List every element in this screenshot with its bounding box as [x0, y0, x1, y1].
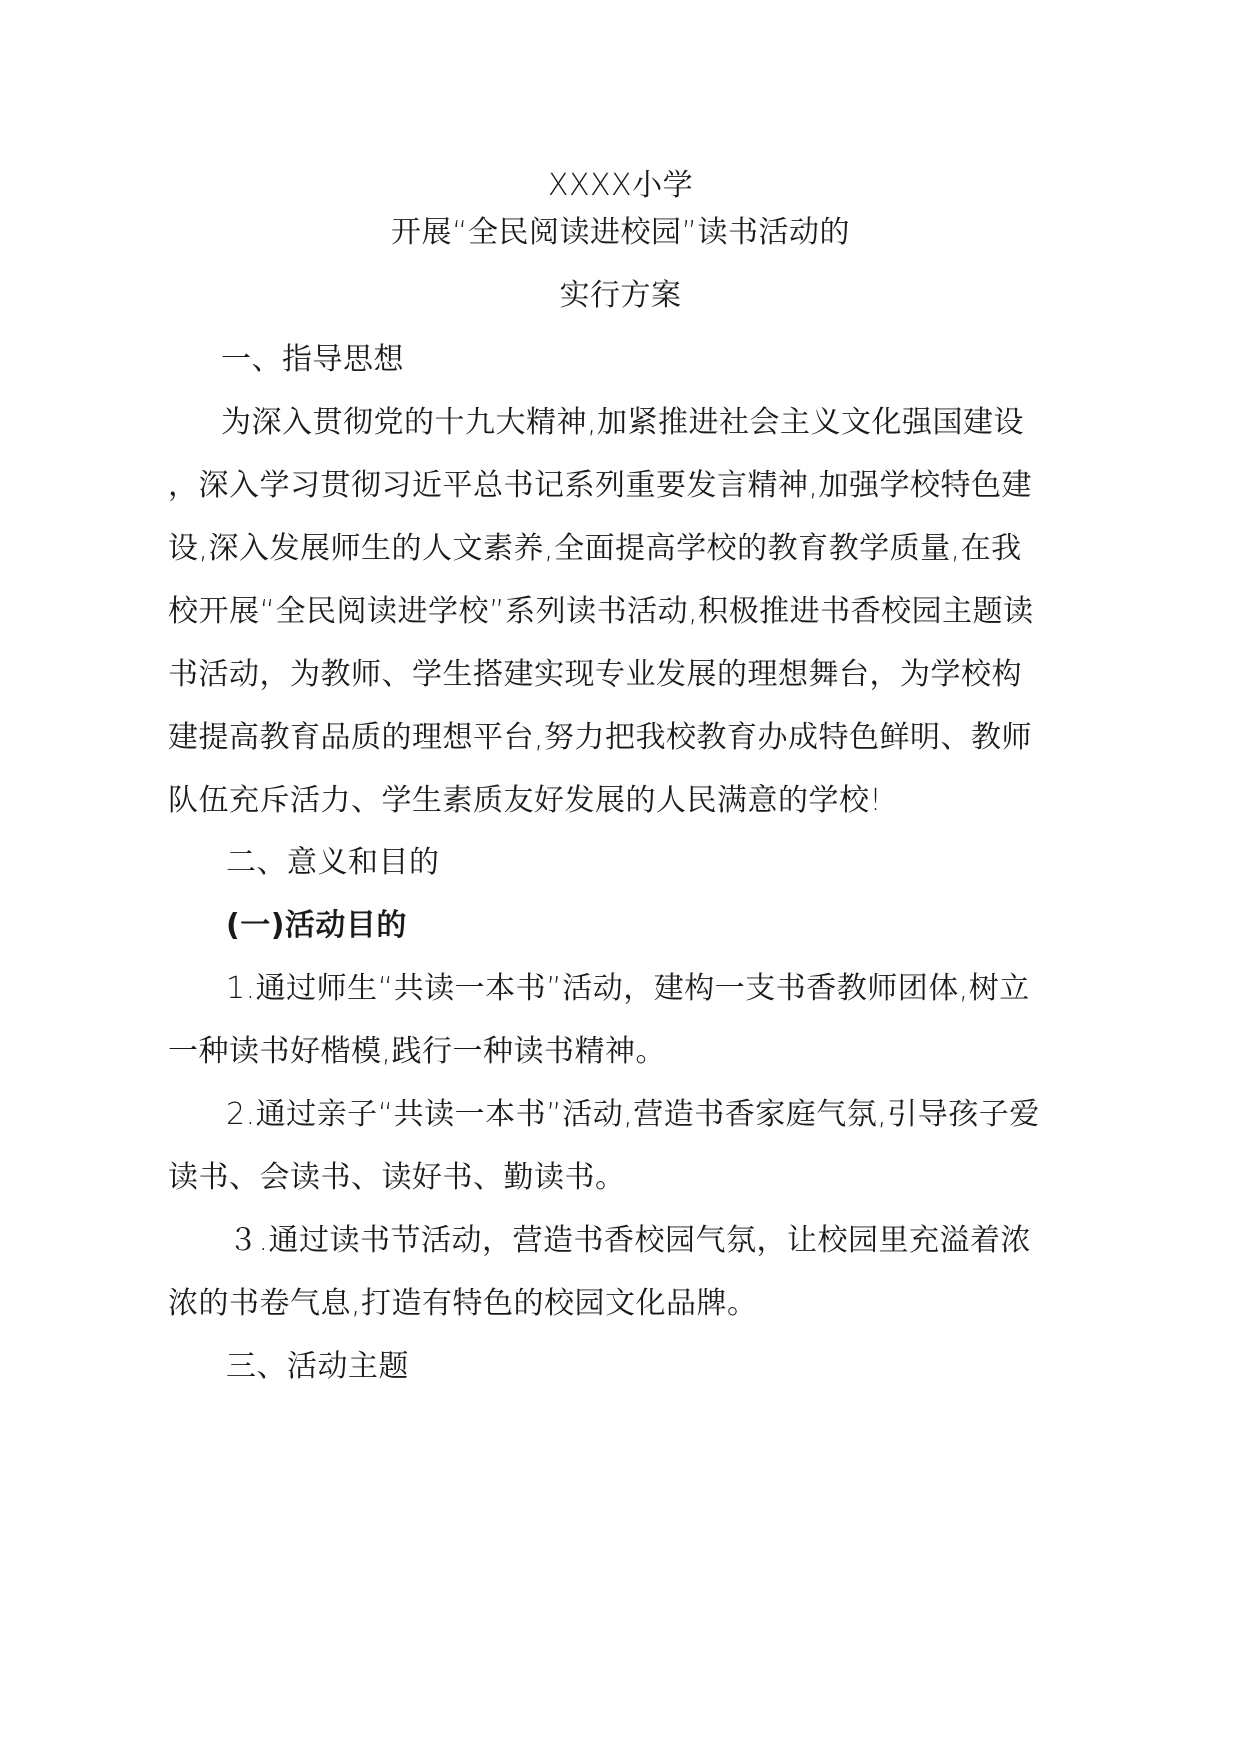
paragraph-line: 为深入贯彻党的十九大精神,加紧推进社会主义文化强国建设: [221, 405, 1025, 440]
paragraph-line: 校开展“全民阅读进学校”系列读书活动,积极推进书香校园主题读: [168, 594, 1034, 629]
paragraph-line: ，深入学习贯彻习近平总书记系列重要发言精神,加强学校特色建: [168, 468, 1033, 503]
title-plan: 实行方案: [559, 278, 682, 313]
list-item-line: 读书、会读书、读好书、勤读书。: [168, 1160, 626, 1195]
list-item-line: 1.通过师生“共读一本书”活动，建构一支书香教师团体,树立: [226, 971, 1030, 1006]
paragraph-line: 队伍充斥活力、学生素质友好发展的人民满意的学校!: [168, 783, 883, 818]
list-item-line: 2.通过亲子“共读一本书”活动,营造书香家庭气氛,引导孩子爱: [226, 1097, 1040, 1132]
title-school: XXXX小学: [547, 168, 694, 203]
section-heading-meaning-purpose: 二、意义和目的: [226, 845, 440, 880]
paragraph-line: 书活动，为教师、学生搭建实现专业发展的理想舞台，为学校构: [168, 657, 1022, 692]
paragraph-line: 设,深入发展师生的人文素养,全面提高学校的教育教学质量,在我: [168, 531, 1022, 566]
list-item-line: 一种读书好楷模,践行一种读书精神。: [168, 1034, 667, 1069]
section-heading-activity-theme: 三、活动主题: [226, 1349, 409, 1384]
list-item-line: 浓的书卷气息,打造有特色的校园文化品牌。: [168, 1286, 758, 1321]
list-item-line: ３.通过读书节活动，营造书香校园气氛，让校园里充溢着浓: [228, 1223, 1032, 1258]
subheading-activity-purpose: (一)活动目的: [226, 908, 407, 943]
paragraph-line: 建提高教育品质的理想平台,努力把我校教育办成特色鲜明、教师: [168, 720, 1033, 755]
section-heading-guiding-thought: 一、指导思想: [221, 342, 404, 377]
title-activity: 开展“全民阅读进校园”读书活动的: [390, 215, 851, 250]
